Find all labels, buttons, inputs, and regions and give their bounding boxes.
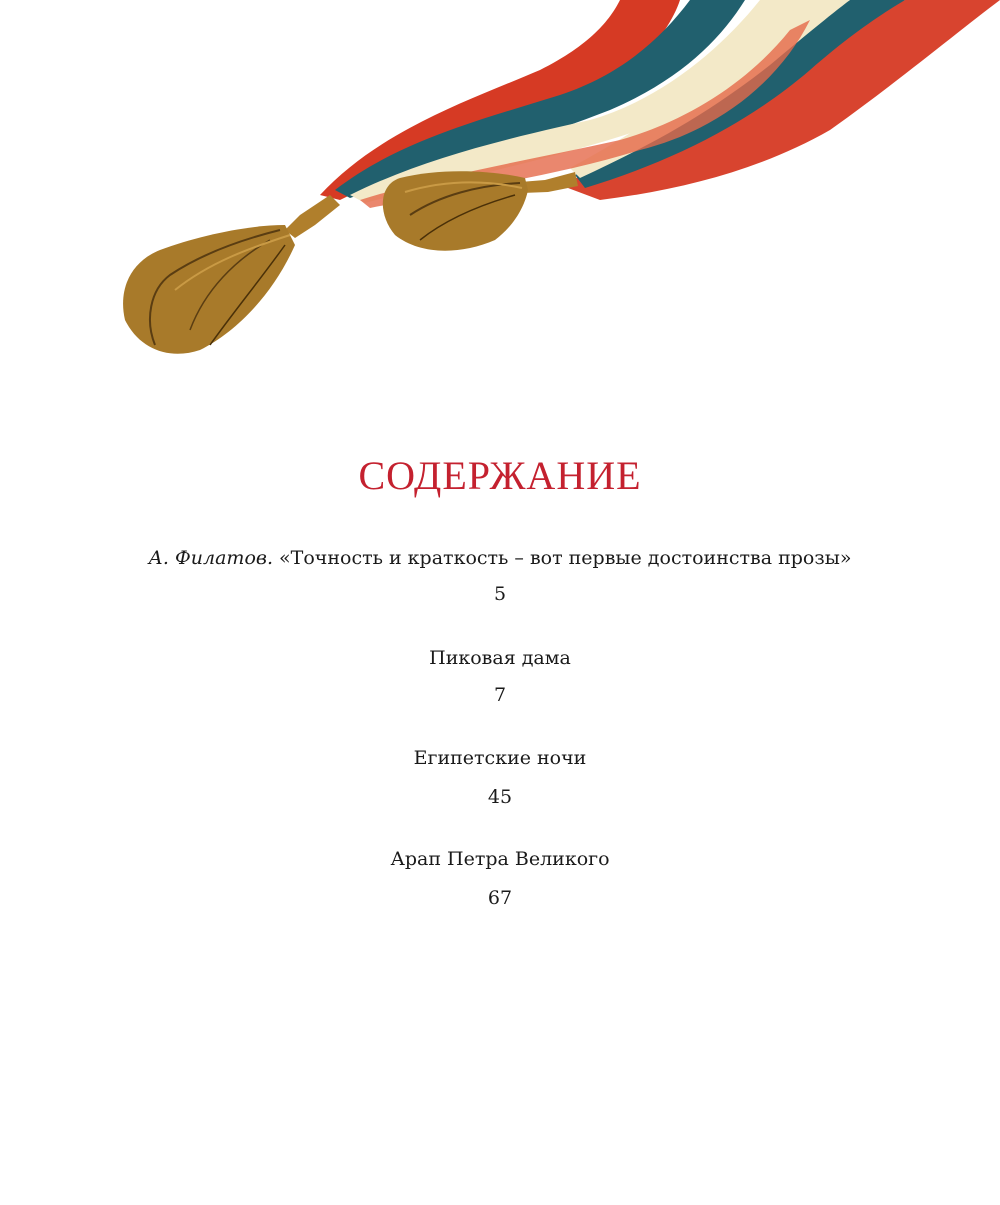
toc-entry-title: Пиковая дама — [429, 647, 571, 669]
toc-entry-title-text: «Точность и краткость – вот первые достоинства прозы» — [279, 547, 852, 569]
toc-entry-page: 7 — [493, 684, 507, 706]
toc-entry-title: Египетские ночи — [413, 747, 587, 769]
toc-entry-page: 5 — [493, 583, 507, 605]
toc-entry-title — [0, 546, 1000, 570]
toc-entry-page: 67 — [487, 887, 513, 909]
ribbon-illustration — [0, 0, 1000, 400]
tassel-left — [123, 195, 340, 354]
page-title: СОДЕРЖАНИЕ — [358, 453, 642, 498]
toc-entry-author: А. Филатов. — [148, 547, 273, 569]
toc-entry-title: Арап Петра Великого — [390, 848, 610, 870]
toc-entry-page: 45 — [487, 786, 513, 808]
tassel-right — [383, 171, 578, 250]
